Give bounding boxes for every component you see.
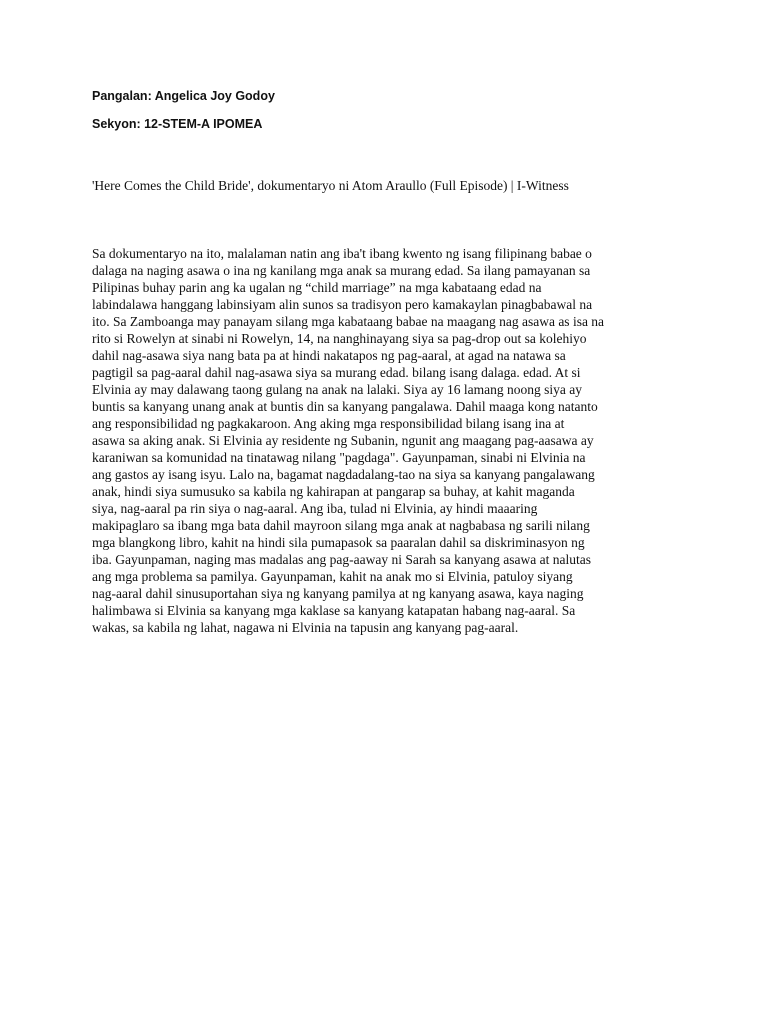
body-paragraph: Sa dokumentaryo na ito, malalaman natin ang iba't ibang kwento ng isang filipinang babae o dalaga na naging asawa o ina ng kanilang mga anak sa murang edad. Sa ilang pamayanan sa Pilipinas buhay parin ang ka ugalan ng “child marriage” na mga kabataang edad na labindalawa hanggang labinsiyam alin sunos sa tradisyon pero kamakaylan pinagbabawal na ito. Sa Zamboanga may panayam silang mga kabataang babae na maagang nag asawa as isa na rito si Rowelyn at sinabi ni Rowelyn, 14, na nanghinayang siya sa pag-drop out sa kolehiyo dahil nag-asawa siya nang bata pa at hindi nakatapos ng pag-aaral, at agad na natawa sa pagtigil sa pag-aaral dahil nag-asawa siya sa murang edad. bilang isang dalaga. edad. At si Elvinia ay may dalawang taong gulang na anak na lalaki. Siya ay 16 lamang noong siya ay buntis sa kanyang unang anak at buntis din sa kanyang pangalawa. Dahil maaga kong natanto ang responsibilidad ng pagkakaroon. Ang aking mga responsibilidad bilang isang ina at asawa sa aking anak. Si Elvinia ay residente ng Subanin, ngunit ang maagang pag-aasawa ay karaniwan sa komunidad na tinatawag nilang "pagdaga". Gayunpaman, sinabi ni Elvinia na ang gastos ay isang isyu. Lalo na, bagamat nagdadalang-tao na siya sa kanyang pangalawang anak, hindi siya sumusuko sa kabila ng kahirapan at pangarap sa buhay, at kahit maganda siya, nag-aaral pa rin siya o nag-aaral. Ang iba, tulad ni Elvinia, ay hindi maaaring makipaglaro sa ibang mga bata dahil mayroon silang mga anak at nagbabasa ng sarili nilang mga blangkong libro, kahit na hindi sila pumapasok sa paaralan dahil sa diskriminasyon ng iba. Gayunpaman, naging mas madalas ang pag-aaway ni Sarah sa kanyang asawa at nalutas ang mga problema sa pamilya. Gayunpaman, kahit na anak mo si Elvinia, patuloy siyang nag-aaral dahil sinusuportahan siya ng kanyang pamilya at ng kanyang asawa, kaya naging halimbawa si Elvinia sa kanyang mga kaklase sa kanyang katapatan habang nag-aaral. Sa wakas, sa kabila ng lahat, nagawa ni Elvinia na tapusin ang kanyang pag-aaral. <box>92 246 605 635</box>
student-name-line: Pangalan: Angelica Joy Godoy <box>92 89 275 103</box>
document-title: 'Here Comes the Child Bride', dokumentaryo ni Atom Araullo (Full Episode) | I-Witness <box>92 178 569 193</box>
student-section-line: Sekyon: 12-STEM-A IPOMEA <box>92 117 263 131</box>
